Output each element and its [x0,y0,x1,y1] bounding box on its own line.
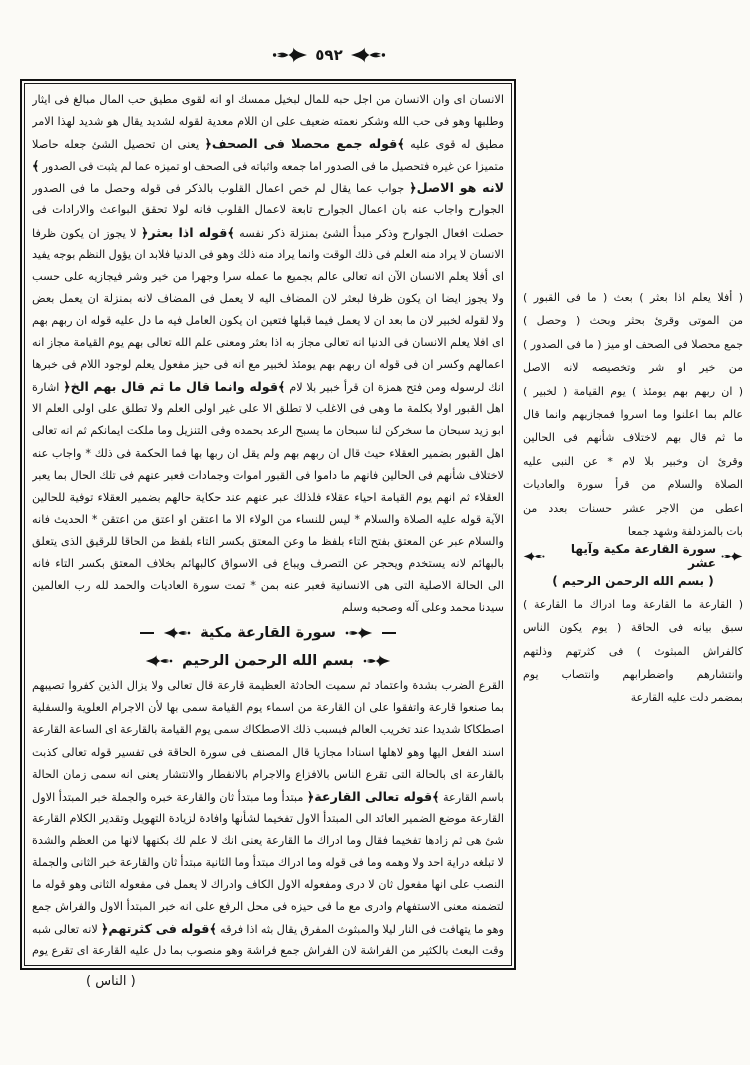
text-line: الآية قوله عليه الصلاة والسلام * ليس للنساء من الولاء الا ما اعتقن او اعتق من اعتقن * الحديث فانه [32,512,504,526]
text-line: اى أفلا يعلم الانسان الآن انه تعالى عالم بجميع ما عمله سرا وجهرا من خير وشر فيجازيه على حسب [32,269,504,283]
text-line: وهو ما يتهافت فى النار ليلا والمبثوث المفرق يقال بثه اذا فرقه ﴾قوله فى كثرتهم﴿ لانه تعالى شبه [32,921,504,937]
text-line: اسند الفعل اليها وهو لاهلها اسنادا مجازيا قال المصنف فى سورة الحاقة فى تفسير قوله تعالى كذبت [32,745,504,759]
fleuron-right-icon [363,654,391,668]
text-line: لاختلاف شأنهم فى الحالين فانهم ما داموا فى القبور اموات وجمادات فعبر عنهم فى تلك الحال بما يعبر [32,468,504,482]
text-line: والسلام عبر عن المعتق بفتح التاء بلفظ ما وعن المعتق بكسر التاء بلفظ من الحاقا للرقيق الذى يتعلق [32,534,504,548]
fleuron-left-icon [523,551,545,562]
heading-rule [140,632,154,634]
text-line: القرع الضرب بشدة واعتماد ثم سميت الحادثة العظيمة قارعة قال تعالى ولا يزال الذين كفروا تصيبهم [32,679,504,693]
text-line: ( ان ربهم بهم يومئذ ) يوم القيامة ( لخبير ) [523,384,743,398]
text-line: وقت البعث بالكثير من الفراشة لان الفراش جمع فراشة وهو منصوب بما دل عليه القارعة اى تقرع يوم [32,944,504,958]
fleuron-right-icon [272,47,308,63]
text-line: باسم القارعة ﴾قوله تعالى القارعة﴿ مبتدأ وما مبتدأ ثان والقارعة خبره والجملة خبر المبتدأ الاول [32,788,504,804]
text-line: وقرئ ان وخبير بلا لام * عن النبى عليه [523,454,743,468]
text-line: اعطى من الاجر عشر حسنات بعدد من [523,501,743,515]
basmala-heading-row [32,647,504,675]
text-line: لانه هو الاصل﴿ جواب عما يقال لم خص اعمال القلوب بالذكر فى قوله وحصل ما فى الصدور [32,180,504,196]
margin-surah-heading-row [523,543,743,569]
page-number-header [244,46,414,64]
catchword: ( الناس ) [86,974,136,989]
text-line: لتضمنه معنى الاستفهام وادرى مع ما فى حيزه فى محل الرفع على انه خبر المبتدأ الاول والفراش جمع [32,900,504,914]
main-text-block [24,83,512,966]
text-line: ما ثم قال بهم لاختلاف شأنهم فى الحالين [523,431,743,445]
text-line: شئ هى ثم زادها تفخيما فقال وما ادراك ما القارعة يعنى انك لا علم لك بكنهها لانها من العظم والشدة [32,833,504,847]
text-line: العقلاء ثم انهم يوم القيامة احياء عقلاء فلذلك عبر عنهم عند حكاية حالهم بضمير العقلاء توفية للحالين [32,490,504,504]
text-line: الانسان لا يراد منه العلم فى ذلك الوقت وانما يراد منه ذلك وهو فى الدنيا فلابد ان يؤول النظم بوجه يفيد [32,247,504,261]
text-line: انك لرسوله ومن فتح همزة ان قرأ خبير بلا لام ﴾قوله وانما قال ما ثم قال بهم الخ﴿ اشارة [32,379,504,395]
text-line: اصطكاكا شديدا عند تخريب العالم فبسبب ذلك الاصطكاك سمى يوم القيامة بالقارعة اى الساعة القارعة [32,723,504,737]
margin-qariah-tafsir [523,593,743,709]
fleuron-left-icon [350,47,386,63]
text-line: من الموتى وقرئ بحثر وبحث ( وحصل ) [523,314,743,328]
text-line: اى افلا يعلم الانسان فى الدنيا انه تعالى مجاز به اذا بعثر ومعنى علم الله تعالى بهم يوم القيامة مجاز انه [32,336,504,350]
text-line: من خير او شر وتخصيصه لانه الاصل [523,361,743,375]
text-line: الصلاة والسلام من قرأ سورة والعاديات [523,478,743,492]
text-line: سبق بيانه فى الحاقة ( يوم يكون الناس [523,621,743,635]
basmala-heading: بسم الله الرحمن الرحيم [182,653,354,670]
margin-adiyat-tafsir [523,286,743,543]
text-line: ( أفلا يعلم اذا بعثر ) بعث ( ما فى القبور ) [523,291,743,304]
text-line: حصلت افعال الجوارح وذكر مبدأ الشئ بمنزلة ذكر نفسه ﴾قوله اذا بعثر﴿ لا يجوز ان يكون ظرفا [32,224,504,240]
text-line: اعمالهم وكسر ان فى قوله ان ربهم بهم يومئذ لخبير مع انه فى حيز مفعول يعلم لوجود اللام فى خبرها [32,358,504,372]
fleuron-left-icon [145,654,173,668]
text-line: لا تبلغه دراية احد ولا وهمه وما فى قوله وما ادراك مبتدأ وما الثانية مبتدأ ثان والقارعة خبر الثانى والجملة [32,856,504,869]
surah-heading: سورة القارعة مكية [200,625,336,642]
page-number: ٥٩٢ [315,46,343,64]
text-line: الانسان اى وان الانسان من اجل حبه للمال لبخيل ممسك او انه لقوى مطيق حب المال مبالغ فى ايثار [32,93,504,106]
text-line: الى الحالة الاصلية التى هى الانسانية فعبر عنه بمن * تمت سورة العاديات والحمد لله رب العالمين [32,579,504,593]
text-line: القارعة موضع الضمير العائد الى المبتدأ الاول تفخيما لشأنها وافادة لزيادة التهويل وتقدير الكلام القارعة [32,811,504,825]
text-line: كالفراش المبثوث ) فى كثرتهم وذلتهم [523,644,743,658]
text-line: اهل القبور بضمير العقلاء حيث قال ان ربهم بهم ولم يقل ان ربها بها فما الحكمة فى ذلك * واجاب عنه [32,446,504,460]
margin-basmala: ( بسم الله الرحمن الرحيم ) [552,574,714,589]
text-line: جمع محصلا فى الصحف او ميز ( ما فى الصدور ) [523,337,743,351]
surah-heading-row [32,619,504,647]
text-line: بات بالمزدلفة وشهد جمعا [627,524,743,538]
text-line: مطيق له قوى عليه ﴾قوله جمع محصلا فى الصحف﴿ يعنى ان تحصيل الشئ جعله حاصلا [32,136,504,152]
text-line: وطلبها وهو فى حب الله وشكر نعمته ضعيف على ان اللام معدية لقوله لشديد يقال هو شديد لهذا الامر [32,115,504,129]
main-text-frame [20,79,516,970]
text-line: ولا لقوله لخبير لان ما بعد ان لا يعمل فيما قبلها فتعين ان يكون العامل فيه ما دل عليه قوله ان ربهم بهم [32,313,504,327]
text-line: بمضمر دلت عليه القارعة [630,691,743,705]
text-line: ولا يجوز ايضا ان يكون ظرفا لبعثر لان المضاف اليه لا يعمل فى المضاف لانه بمنزلة ان يعمل بعض [32,291,504,305]
text-line: الجوارح واجاب عنه بان اعمال الجوارح تابعة لاعمال القلوب فانه لولا تحقق البواعث والارادات فى [32,203,504,217]
text-line: سيدنا محمد وعلى آله وصحبه وسلم [341,601,504,615]
text-line: بالبهائم لانه يستخدم ويحجر عن التصرف ويباع فى الاسواق كالبهائم بخلاف المعتق بكسر التاء فانه [32,556,504,570]
margin-surah-heading: سورة القارعة مكية وآيها عشر [570,542,716,571]
commentary-section-adiyat [32,89,504,619]
text-line: متميزا عن غيره فتحصيل ما فى الصدور اما جمعه واثباته فى الصحف او تميزه عما لم يثبت فى الصدور ﴾ [32,158,504,174]
fleuron-right-icon [345,626,373,640]
fleuron-left-icon [163,626,191,640]
commentary-section-qariah [32,675,504,962]
text-line: النصب على انها مفعول ثان لا درى ومفعوله الاول الكاف وادراك لا يعمل فى مفعوله الثانى وهو قوله ما [32,878,504,892]
text-line: عالم بما اعلنوا وما اسروا فمجازيهم وانما قال [523,407,743,421]
heading-rule [382,632,396,634]
margin-column [523,286,743,709]
text-line: وانتشارهم واضطرابهم وانتصاب يوم [523,667,743,681]
text-line: ابو زيد سبحان ما سخركن لنا سبحان ما يسبح الرعد بحمده وفى التنزيل وما ملكت ايمانكم ثم انه تعالى [32,424,504,438]
text-line: ( القارعة ما القارعة وما ادراك ما القارعة ) [523,598,743,612]
text-line: اهل القبور اولا بكلمة ما وهى فى الاغلب لا تطلق الا على غير اولى العلم ولا تطلق على اولى العلم الا [32,402,504,416]
text-line: بما صنعوا قارعة واتفقوا على ان القارعة من اسماء يوم القيامة سمى بها لأن الاجرام العلوية والسفلية [32,701,504,715]
fleuron-right-icon [721,551,743,562]
text-line: بالقارعة اى بالحالة التى تقرع الناس بالافزاع والاجرام بالانفطار والانتشار يعنى انه سمى زمان الحالة [32,767,504,781]
